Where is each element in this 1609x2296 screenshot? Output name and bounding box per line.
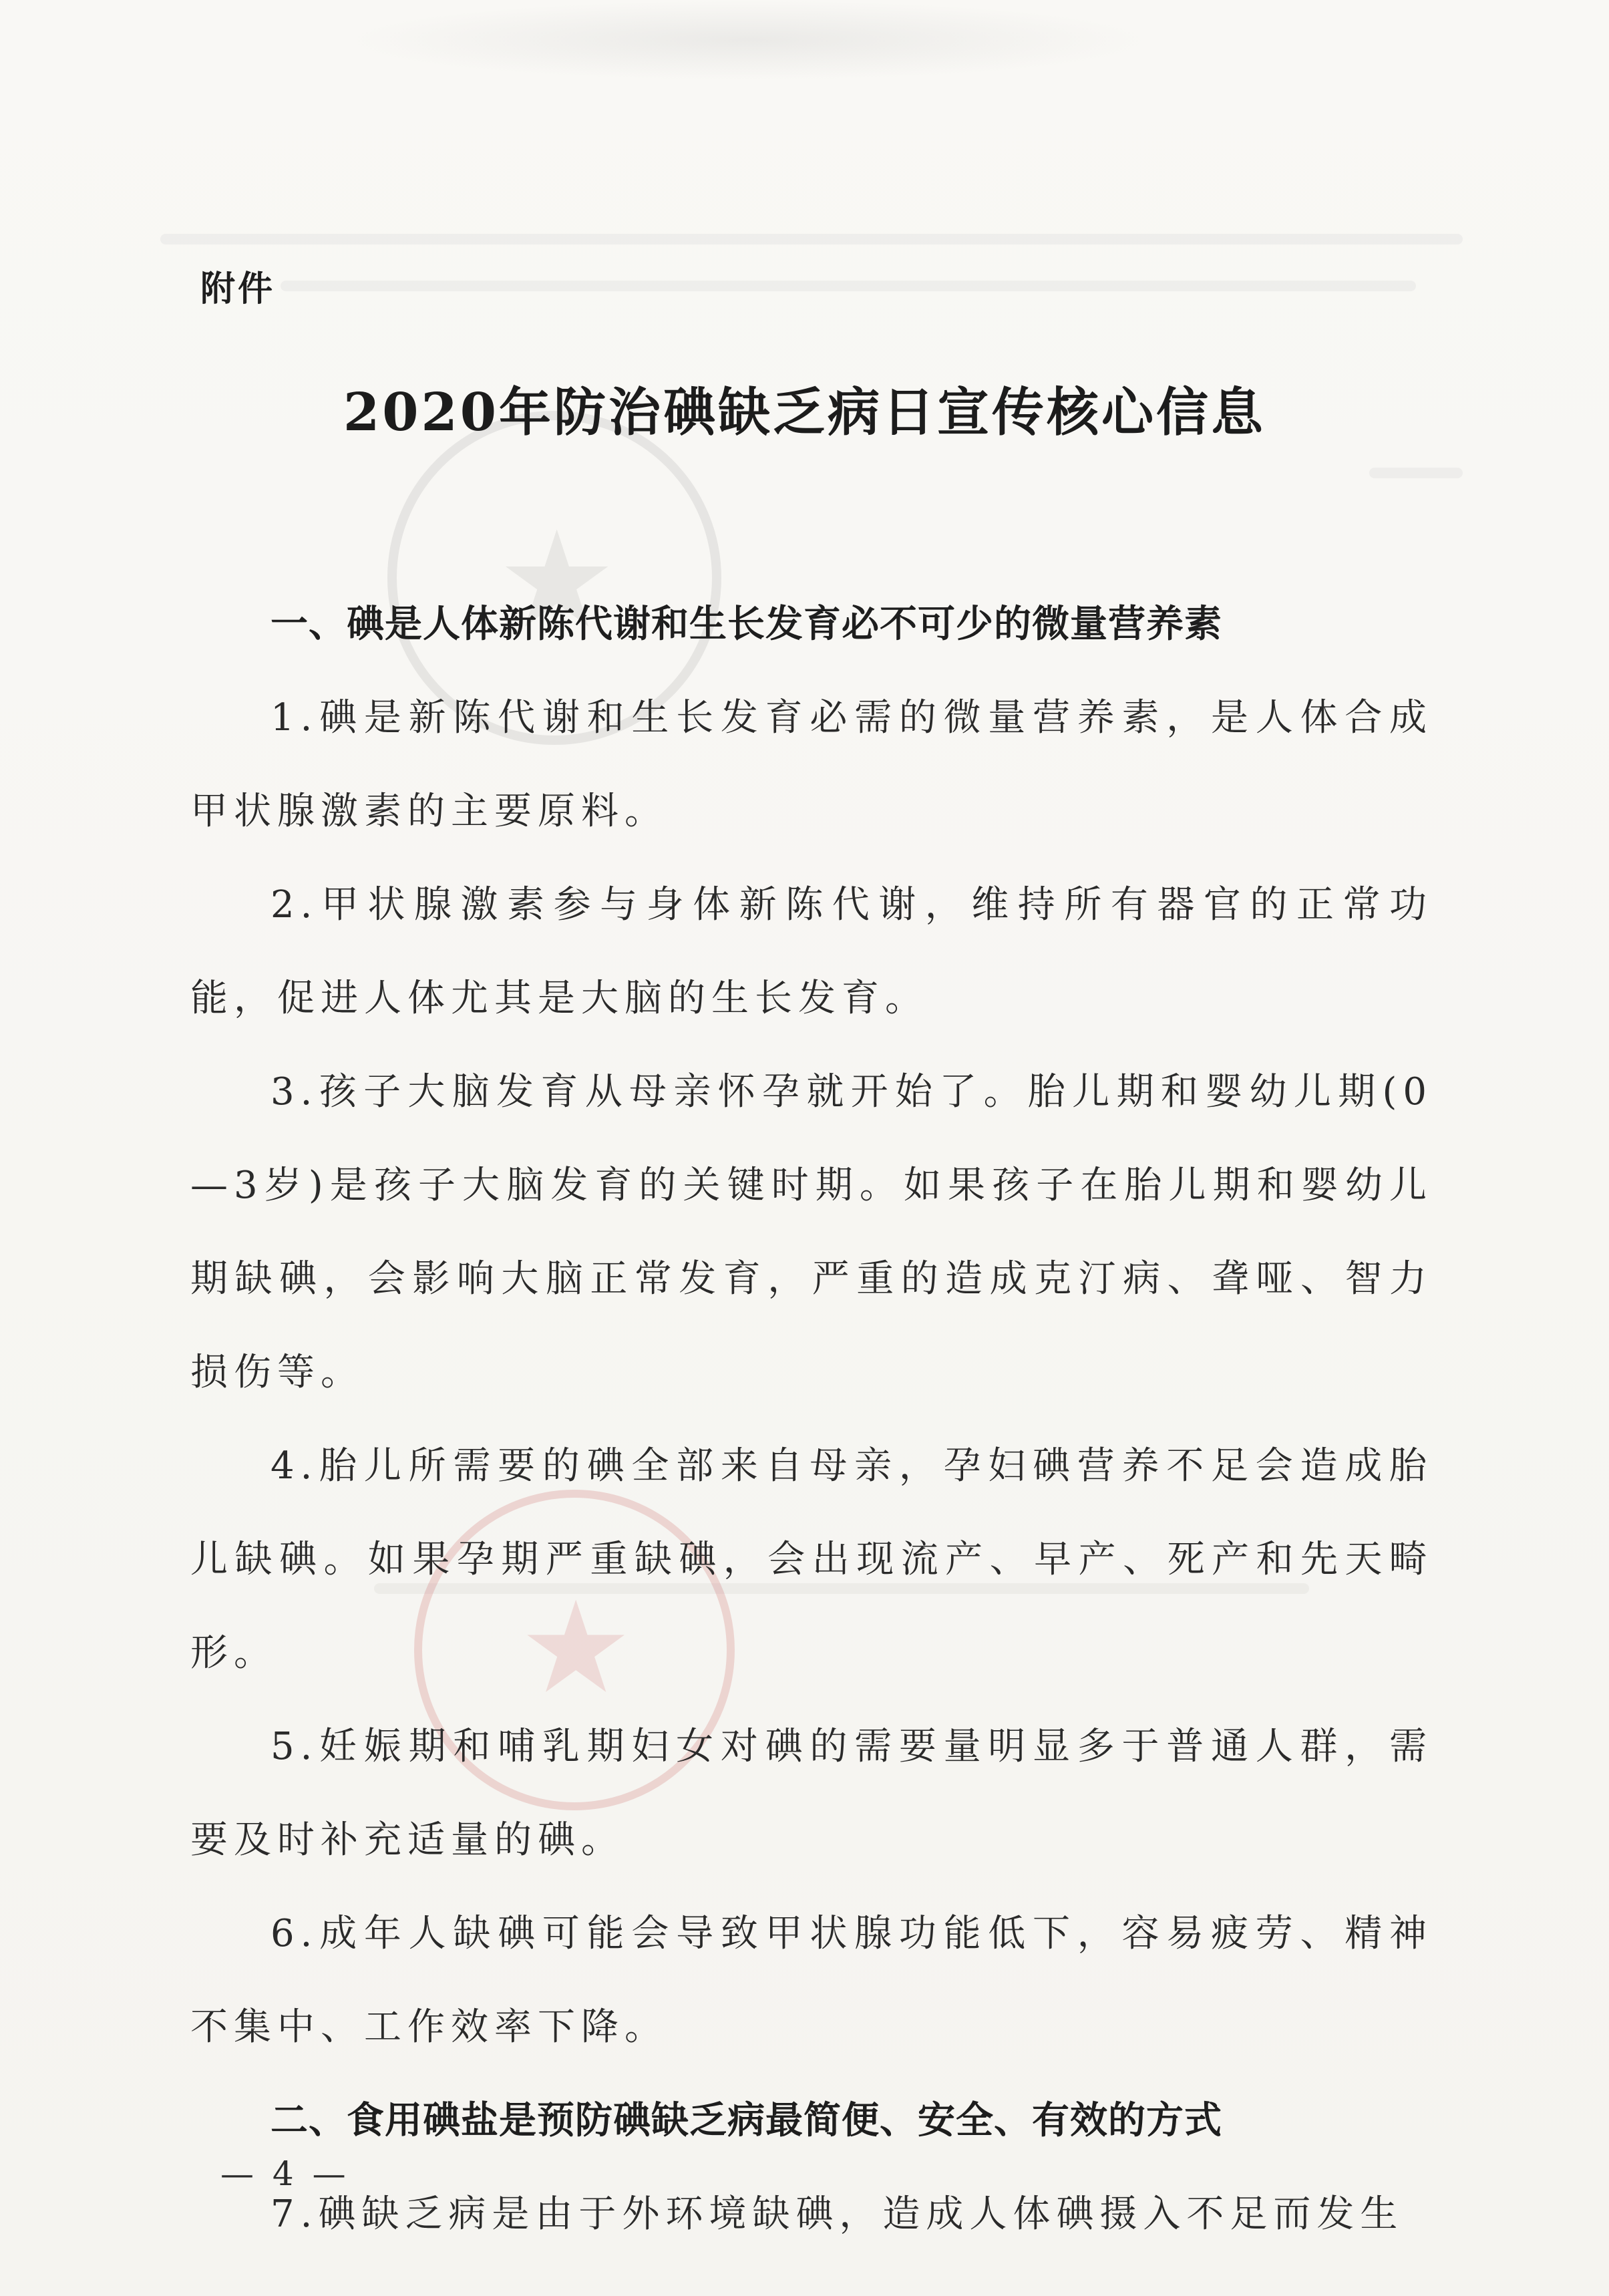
paragraph: 3.孩子大脑发育从母亲怀孕就开始了。胎儿期和婴幼儿期(0—3岁)是孩子大脑发育的关键时期。如果孩子在胎儿期和婴幼儿期缺碘，会影响大脑正常发育，严重的造成克汀病、聋哑、智力损伤等。: [190, 1070, 1433, 1394]
star-icon: ★: [519, 1574, 633, 1721]
paragraph: 1.碘是新陈代谢和生长发育必需的微量营养素，是人体合成甲状腺激素的主要原料。: [190, 696, 1433, 833]
paragraph: 5.妊娠期和哺乳期妇女对碘的需要量明显多于普通人群，需要及时补充适量的碘。: [190, 1725, 1433, 1862]
paragraph: 4.胎儿所需要的碘全部来自母亲，孕妇碘营养不足会造成胎儿缺碘。如果孕期严重缺碘，会出现流产、早产、死产和先天畸形。: [190, 1444, 1433, 1675]
page-number: — 4 —: [220, 2154, 350, 2193]
show-through-mark: [281, 281, 1416, 291]
show-through-mark: [1369, 468, 1463, 478]
paragraph: 2.甲状腺激素参与身体新陈代谢，维持所有器官的正常功能，促进人体尤其是大脑的生长发育。: [190, 883, 1433, 1020]
show-through-mark: [160, 234, 1463, 244]
document-title: 2020年防治碘缺乏病日宣传核心信息: [343, 382, 1266, 443]
section-heading: 一、碘是人体新陈代谢和生长发育必不可少的微量营养素: [271, 603, 1222, 646]
section-heading: 二、食用碘盐是预防碘缺乏病最简便、安全、有效的方式: [271, 2099, 1222, 2142]
paragraph: 6.成年人缺碘可能会导致甲状腺功能低下，容易疲劳、精神不集中、工作效率下降。: [190, 1912, 1433, 2049]
scan-smudge: [347, 0, 1149, 80]
document-body: [190, 578, 1433, 2261]
star-icon: ★: [497, 502, 617, 658]
paragraph: 7.碘缺乏病是由于外环境缺碘，造成人体碘摄入不足而发生: [271, 2192, 1404, 2236]
attachment-label: 附件: [200, 269, 276, 309]
